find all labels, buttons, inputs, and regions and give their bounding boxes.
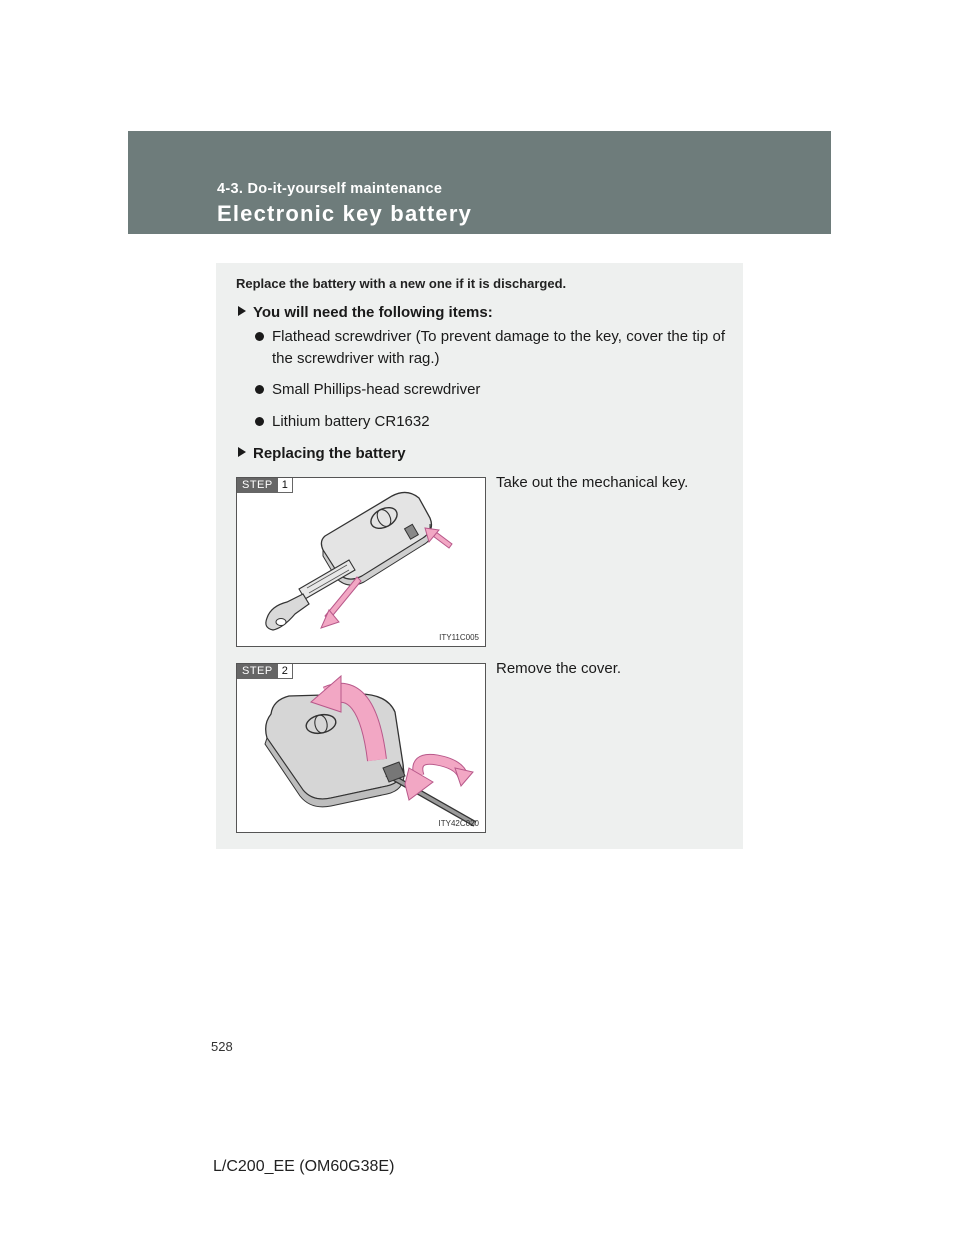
content-panel: [216, 263, 743, 849]
replace-heading: [238, 445, 406, 462]
figure-code: ITY42C020: [438, 819, 479, 828]
triangle-bullet-icon: [238, 306, 246, 316]
section-label: 4-3. Do-it-yourself maintenance: [217, 181, 443, 197]
list-item: [255, 379, 725, 401]
step-2-badge: STEP 2: [237, 664, 293, 679]
bullet-dot-icon: [255, 417, 264, 426]
bullet-dot-icon: [255, 385, 264, 394]
cover-removal-illustration: [237, 664, 485, 832]
step-2-text: Remove the cover.: [496, 660, 622, 677]
step-1-figure: [236, 477, 486, 647]
intro-text: Replace the battery with a new one if it is discharged.: [236, 276, 567, 291]
manual-code: L/C200_EE (OM60G38E): [213, 1158, 395, 1175]
page-title: Electronic key battery: [217, 201, 473, 226]
step-1-text: Take out the mechanical key.: [496, 474, 689, 491]
page-number: 528: [211, 1039, 233, 1054]
list-item: [255, 411, 725, 433]
items-heading: [238, 304, 493, 321]
step-2-figure: [236, 663, 486, 833]
list-item: [255, 326, 725, 370]
step-1-badge: STEP 1: [237, 478, 293, 493]
bullet-dot-icon: [255, 332, 264, 341]
list-item-text: Flathead screwdriver (To prevent damage to the key, cover the tip of the screwdriver with rag.): [272, 328, 725, 367]
chapter-header: [128, 131, 831, 234]
replace-heading-text: Replacing the battery: [253, 445, 406, 462]
triangle-bullet-icon: [238, 447, 246, 457]
list-item-text: Small Phillips-head screwdriver: [272, 381, 481, 398]
list-item-text: Lithium battery CR1632: [272, 413, 430, 430]
figure-code: ITY11C005: [439, 633, 479, 642]
items-heading-text: You will need the following items:: [253, 304, 493, 321]
key-removal-illustration: [237, 478, 485, 646]
